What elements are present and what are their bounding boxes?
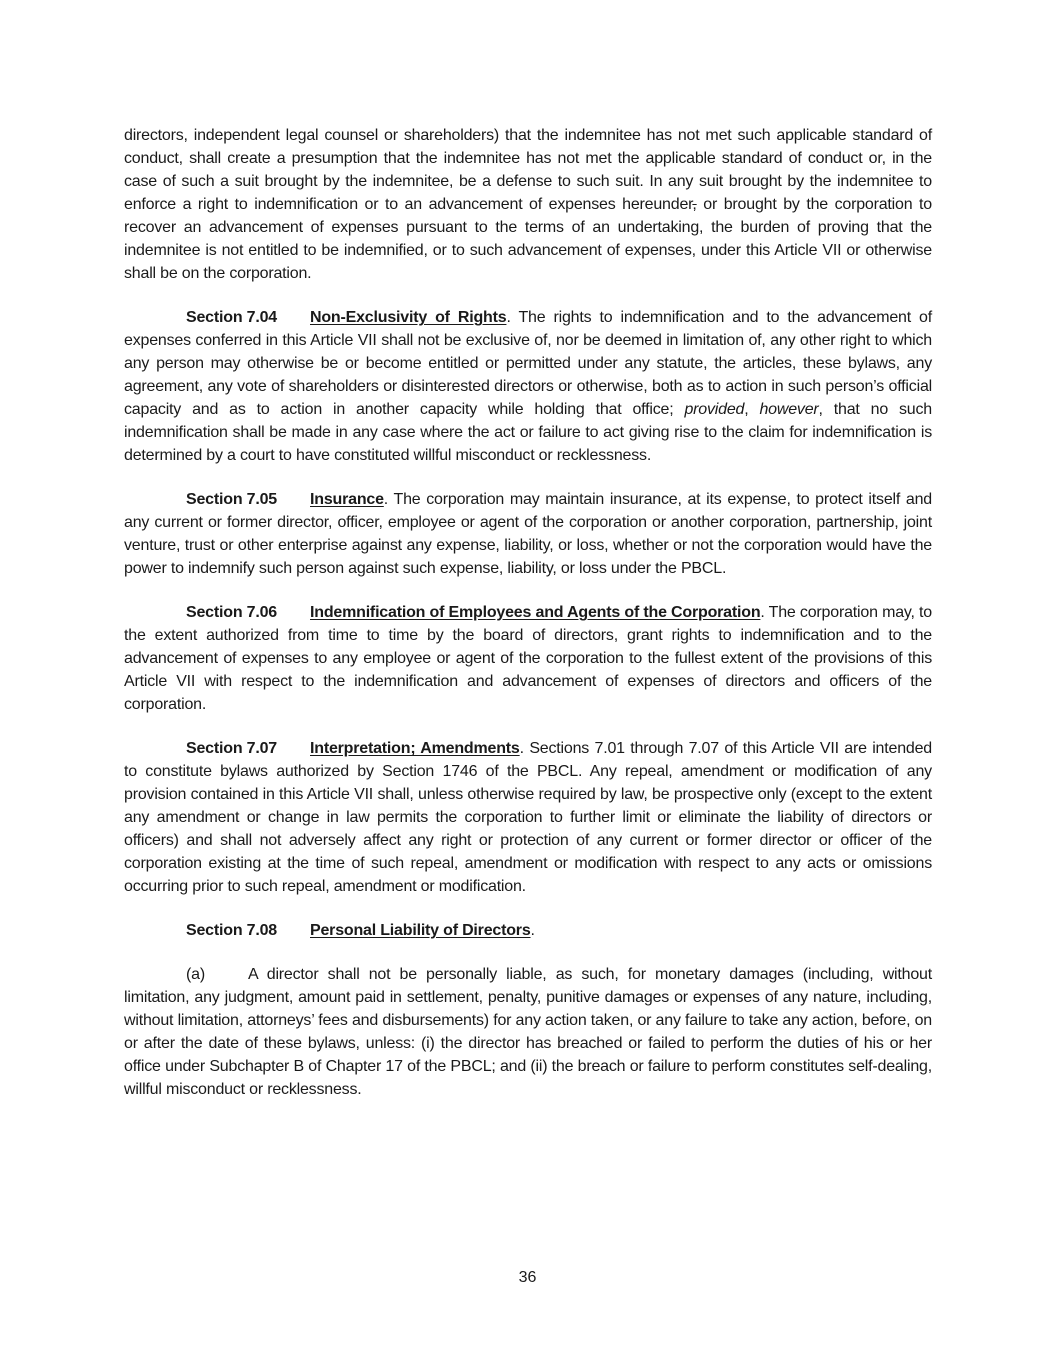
section-number: Section 7.07 xyxy=(186,740,277,757)
section-number: Section 7.08 xyxy=(186,922,277,939)
section-7-07-paragraph xyxy=(124,737,932,898)
subsection-body: A director shall not be personally liable, as such, for monetary damages (including, without limitation, any judgment, amount paid in settlement, penalty, punitive damages or expenses of any nature, including, without limitation, attorneys’ fees and disbursements) for any action taken, or any failure to take any action, before, on or after the date of these bylaws, unless: (i) the director has breached or failed to perform the duties of his or her office under Subchapter B of Chapter 17 of the PBCL; and (ii) the breach or failure to perform constitutes self-dealing, willful misconduct or recklessness. xyxy=(124,966,932,1098)
section-7-06-paragraph xyxy=(124,601,932,716)
section-title: Personal Liability of Directors xyxy=(310,922,531,939)
continuation-paragraph xyxy=(124,124,932,285)
document-page xyxy=(124,124,932,1122)
section-title: Interpretation; Amendments xyxy=(310,740,520,757)
section-body: . The corporation may maintain insurance, at its expense, to protect itself and any current or former director, officer, employee or agent of the corporation or another corporation, partnership, joint venture, trust or other enterprise against any expense, liability, or loss, whether or not the corporation would have the power to indemnify such person against such expense, liability, or loss under the PBCL. xyxy=(124,491,932,577)
section-title: Insurance xyxy=(310,491,384,508)
section-7-04-paragraph xyxy=(124,306,932,467)
section-title: Indemnification of Employees and Agents of the Corporation xyxy=(310,604,761,621)
section-body: . The corporation may, to the extent authorized from time to time by the board of directors, grant rights to indemnification and to the advancement of expenses to any employee or agent of the corporation to the fullest extent of the provisions of this Article VII with respect to the indemnification and advancement of expenses of directors and officers of the corporation. xyxy=(124,604,932,713)
subsection-a-paragraph xyxy=(124,963,932,1101)
continuation-text-1: directors, independent legal counsel or shareholders) that the indemnitee has not met such applicable standard of conduct, shall create a presumption that the indemnitee has not met the applicable standard of conduct or, in the case of such a suit brought by the indemnitee, be a defense to such suit. In any suit brought by the indemnitee to enforce a right to indemnification or to an advancement of expenses hereunder xyxy=(124,127,932,213)
section-title: Non-Exclusivity of Rights xyxy=(310,309,507,326)
section-number: Section 7.04 xyxy=(186,309,277,326)
italic-term-however: however xyxy=(759,401,819,418)
continuation-text-2: or brought by the corporation to recover an advancement of expenses pursuant to the terms of an undertaking, the burden of proving that the indemnitee is not entitled to be indemnified, or to such advancement of expenses, under this Article VII or otherwise shall be on the corporation. xyxy=(124,196,932,282)
section-7-08-heading xyxy=(124,919,932,942)
page-number: 36 xyxy=(518,1269,537,1286)
struck-comma: , xyxy=(692,196,697,213)
section-body: . xyxy=(530,922,535,939)
section-body-continued: , that no such indemnification shall be made in any case where the act or failure to act giving rise to the claim for indemnification is determined by a court to have constituted willful misconduct or recklessness. xyxy=(124,401,932,464)
section-body: . Sections 7.01 through 7.07 of this Article VII are intended to constitute bylaws authorized by Section 1746 of the PBCL. Any repeal, amendment or modification of any provision contained in this Article VII shall, unless otherwise required by law, be prospective only (except to the extent any amendment or change in law permits the corporation to further limit or eliminate the liability of directors or officers) and shall not adversely affect any right or protection of any current or former director or officer of the corporation existing at the time of such repeal, amendment or modification with respect to any acts or omissions occurring prior to such repeal, amendment or modification. xyxy=(124,740,932,895)
section-body-comma: , xyxy=(744,401,760,418)
section-number: Section 7.05 xyxy=(186,491,277,508)
subsection-label: (a) xyxy=(186,966,205,983)
section-body: . The rights to indemnification and to the advancement of expenses conferred in this Article VII shall not be exclusive of, nor be deemed in limitation of, any other right to which any person may otherwise be or become entitled or permitted under any statute, the articles, these bylaws, any agreement, any vote of shareholders or disinterested directors or otherwise, both as to action in such person’s official capacity and as to action in another capacity while holding that office; xyxy=(124,309,932,418)
section-7-05-paragraph xyxy=(124,488,932,580)
section-number: Section 7.06 xyxy=(186,604,277,621)
italic-term-provided: provided xyxy=(684,401,745,418)
